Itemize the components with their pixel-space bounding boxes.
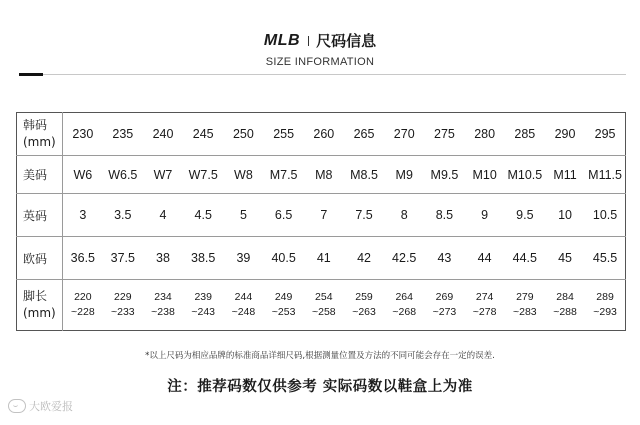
accent-rule [19,73,43,76]
row-label-foot-length [17,280,63,331]
range-cell: 254 ~258 [311,291,336,318]
table-cell: 40.5 [264,237,304,280]
table-cell: 38.5 [183,237,223,280]
table-cell: 9.5 [505,194,545,237]
table-cell: 270 [384,113,424,156]
table-cell: 280 [465,113,505,156]
table-cell: 250 [223,113,263,156]
table-cell: M10 [465,156,505,194]
page-title [0,30,640,51]
table-cell: 10.5 [585,194,625,237]
table-cell: 6.5 [264,194,304,237]
row-label-eu: 欧码 [17,237,63,280]
table-cell: M8.5 [344,156,384,194]
table-cell: M9.5 [424,156,464,194]
brand-logo: MLB [263,31,301,49]
table-cell: 44 [465,237,505,280]
table-cell: W6.5 [103,156,143,194]
row-label-text: 韩码 [23,118,48,132]
table-cell: 37.5 [103,237,143,280]
watermark [8,398,73,414]
range-cell: 269 ~273 [432,291,457,318]
table-cell: W7.5 [183,156,223,194]
table-cell: 260 [304,113,344,156]
table-cell: W6 [63,156,103,194]
table-cell: 230 [63,113,103,156]
table-cell: M7.5 [264,156,304,194]
range-cell: 264 ~268 [392,291,417,318]
table-cell: 42.5 [384,237,424,280]
table-cell: 10 [545,194,585,237]
table-cell: 4 [143,194,183,237]
range-cell: 284 ~288 [553,291,577,318]
range-cell: 229 ~233 [110,291,135,318]
table-cell: 8 [384,194,424,237]
table-cell: W8 [223,156,263,194]
table-cell: 42 [344,237,384,280]
title-text: 尺码信息 [316,32,377,50]
watermark-text: 大欧爱报 [29,400,73,413]
row-label-unit: (mm) [23,306,56,320]
table-cell: M8 [304,156,344,194]
range-cell: 220 ~228 [71,291,95,318]
table-cell: 45 [545,237,585,280]
table-cell: M10.5 [505,156,545,194]
table-cell: W7 [143,156,183,194]
range-cell: 249 ~253 [271,291,296,318]
table-cell: 265 [344,113,384,156]
table-cell: 38 [143,237,183,280]
table-row-kr [17,113,626,156]
footnote: *以上尺码为相应品牌的标准商品详细尺码,根据测量位置及方法的不同可能会存在一定的误差. [145,351,495,361]
size-chart-table [16,112,626,331]
table-row-eu [17,237,626,280]
range-cell: 244 ~248 [231,291,256,318]
row-label-unit: (mm) [23,135,56,149]
table-cell: 36.5 [63,237,103,280]
title-divider [308,36,309,46]
range-cell: 239 ~243 [191,291,216,318]
table-cell: 3.5 [103,194,143,237]
table-cell: 235 [103,113,143,156]
table-row-uk [17,194,626,237]
table-cell: 255 [264,113,304,156]
table-cell: 7 [304,194,344,237]
table-cell: 5 [223,194,263,237]
table-cell: 285 [505,113,545,156]
table-cell: 295 [585,113,625,156]
row-label-kr [17,113,63,156]
range-cell: 274 ~278 [472,291,497,318]
table-cell: 44.5 [505,237,545,280]
table-cell: 8.5 [424,194,464,237]
recommendation-note: 注：推荐码数仅供参考 实际码数以鞋盒上为准 [167,379,473,395]
table-cell: 275 [424,113,464,156]
row-label-us: 美码 [17,156,63,194]
table-cell: 43 [424,237,464,280]
weibo-logo-icon [8,399,26,413]
table-row-us [17,156,626,194]
row-label-uk: 英码 [17,194,63,237]
divider-rule [43,74,626,75]
table-cell: 290 [545,113,585,156]
table-cell: 41 [304,237,344,280]
table-cell: 39 [223,237,263,280]
range-cell: 279 ~283 [513,291,537,318]
table-cell: 245 [183,113,223,156]
table-cell: M11.5 [585,156,625,194]
table-cell: 7.5 [344,194,384,237]
range-cell: 234 ~238 [151,291,175,318]
table-cell: 4.5 [183,194,223,237]
table-cell: 45.5 [585,237,625,280]
page-subtitle: SIZE INFORMATION [265,56,375,68]
table-cell: M9 [384,156,424,194]
table-cell: M11 [545,156,585,194]
range-cell: 259 ~263 [352,291,376,318]
table-cell: 9 [465,194,505,237]
table-row-foot-length [17,280,626,331]
row-label-text: 脚长 [23,289,48,303]
table-cell: 3 [63,194,103,237]
range-cell: 289 ~293 [593,291,617,318]
table-cell: 240 [143,113,183,156]
